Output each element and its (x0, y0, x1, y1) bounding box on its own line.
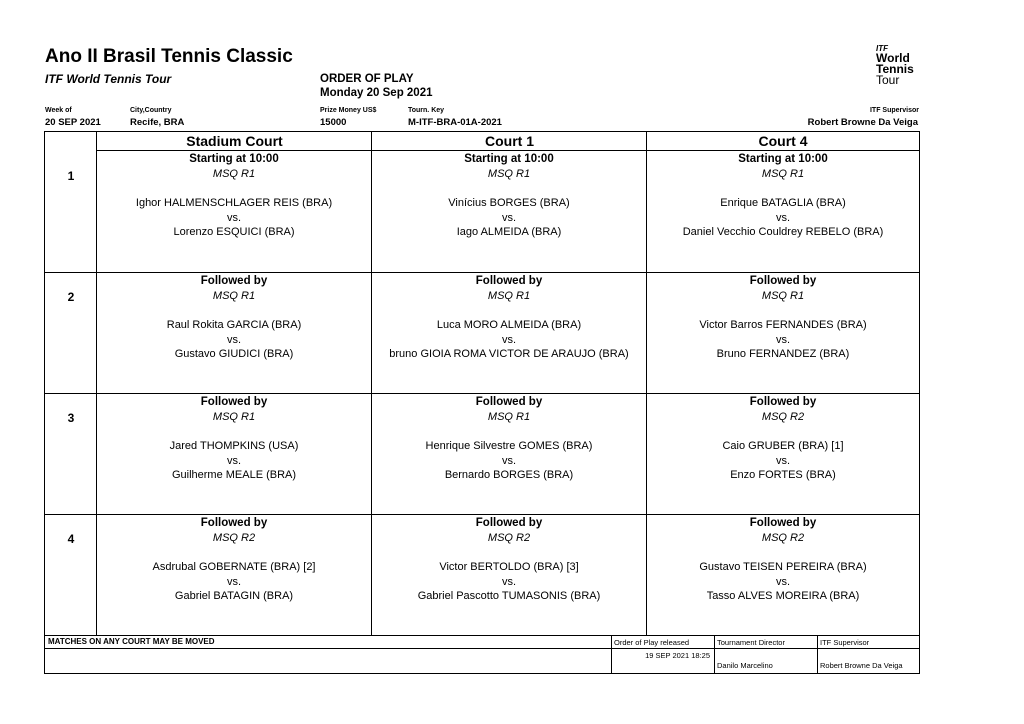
player-1: Luca MORO ALMEIDA (BRA) (436, 319, 582, 331)
week-value: 20 SEP 2021 (45, 117, 101, 128)
match-cell (647, 152, 919, 240)
match-start: Starting at 10:00 (189, 153, 279, 165)
itf-world-tennis-tour-logo (876, 44, 924, 86)
footer-supervisor-label: ITF Supervisor (820, 638, 870, 647)
versus: vs. (226, 454, 242, 467)
match-start: Followed by (200, 275, 268, 287)
player-1: Enrique BATAGLIA (BRA) (720, 197, 846, 209)
match-start: Followed by (475, 396, 543, 408)
itf-supervisor-label: ITF Supervisor (869, 107, 919, 114)
released-value: 19 SEP 2021 18:25 (645, 651, 710, 660)
match-cell (372, 395, 646, 483)
player-2: Lorenzo ESQUICI (BRA) (173, 226, 295, 238)
released-label: Order of Play released (614, 638, 690, 647)
court-header-stadium: Stadium Court (97, 132, 372, 151)
match-round: MSQ R1 (487, 410, 531, 423)
divider (45, 272, 919, 273)
match-round: MSQ R2 (761, 410, 805, 423)
court-header-court-4: Court 4 (647, 132, 919, 151)
versus: vs. (226, 211, 242, 224)
order-of-play-date: Monday 20 Sep 2021 (320, 87, 433, 99)
match-round: MSQ R1 (212, 167, 256, 180)
match-cell (647, 395, 919, 483)
match-round: MSQ R1 (212, 289, 256, 302)
order-of-play-label: ORDER OF PLAY (320, 73, 414, 85)
divider (714, 636, 715, 673)
player-2: Gabriel BATAGIN (BRA) (174, 590, 294, 602)
player-1: Asdrubal GOBERNATE (BRA) [2] (152, 561, 316, 573)
divider (45, 514, 919, 515)
versus: vs. (775, 454, 791, 467)
match-start: Followed by (475, 517, 543, 529)
match-cell (97, 152, 371, 240)
match-round: MSQ R1 (761, 167, 805, 180)
city-label: City,Country (130, 107, 172, 114)
match-start: Followed by (475, 275, 543, 287)
prize-money-label: Prize Money US$ (320, 107, 377, 114)
player-1: Jared THOMPKINS (USA) (169, 440, 299, 452)
itf-supervisor-value: Robert Browne Da Veiga (807, 117, 918, 128)
player-1: Victor BERTOLDO (BRA) [3] (439, 561, 579, 573)
match-cell (97, 395, 371, 483)
match-cell (647, 274, 919, 362)
versus: vs. (501, 333, 517, 346)
order-of-play-heading (320, 72, 433, 100)
versus: vs. (775, 575, 791, 588)
player-1: Vinícius BORGES (BRA) (448, 197, 570, 209)
divider (45, 393, 919, 394)
prize-money-value: 15000 (320, 117, 347, 128)
logo-itf-text: ITF (876, 44, 888, 53)
row-number: 2 (67, 290, 75, 304)
match-round: MSQ R1 (487, 289, 531, 302)
match-round: MSQ R2 (761, 531, 805, 544)
versus: vs. (226, 333, 242, 346)
divider (45, 648, 919, 649)
footer-supervisor-value: Robert Browne Da Veiga (820, 661, 903, 670)
match-round: MSQ R1 (761, 289, 805, 302)
divider (817, 636, 818, 673)
match-start: Starting at 10:00 (738, 153, 828, 165)
player-1: Henrique Silvestre GOMES (BRA) (425, 440, 593, 452)
versus: vs. (501, 454, 517, 467)
match-cell (372, 516, 646, 604)
match-start: Starting at 10:00 (464, 153, 554, 165)
tournament-key-value: M-ITF-BRA-01A-2021 (408, 117, 502, 128)
versus: vs. (775, 211, 791, 224)
match-cell (372, 152, 646, 240)
player-2: Iago ALMEIDA (BRA) (456, 226, 562, 238)
match-round: MSQ R2 (487, 531, 531, 544)
match-round: MSQ R2 (212, 531, 256, 544)
player-2: Daniel Vecchio Couldrey REBELO (BRA) (682, 226, 884, 238)
tour-name: ITF World Tennis Tour (45, 72, 172, 86)
match-cell (647, 516, 919, 604)
versus: vs. (226, 575, 242, 588)
divider (611, 636, 612, 673)
match-start: Followed by (749, 517, 817, 529)
row-number: 4 (67, 532, 75, 546)
player-1: Raul Rokita GARCIA (BRA) (166, 319, 302, 331)
tournament-key-label: Tourn. Key (408, 107, 445, 114)
player-2: Gabriel Pascotto TUMASONIS (BRA) (417, 590, 601, 602)
logo-line-world: World (876, 51, 910, 65)
week-label: Week of (45, 107, 72, 114)
match-start: Followed by (200, 396, 268, 408)
match-cell (97, 516, 371, 604)
player-2: Bernardo BORGES (BRA) (444, 469, 574, 481)
tournament-title: Ano II Brasil Tennis Classic (45, 46, 293, 67)
match-cell (97, 274, 371, 362)
matches-may-be-moved-notice: MATCHES ON ANY COURT MAY BE MOVED (48, 637, 215, 646)
player-1: Gustavo TEISEN PEREIRA (BRA) (699, 561, 867, 573)
player-1: Caio GRUBER (BRA) [1] (722, 440, 844, 452)
match-cell (372, 274, 646, 362)
row-number: 3 (67, 411, 75, 425)
match-round: MSQ R1 (212, 410, 256, 423)
match-start: Followed by (749, 396, 817, 408)
player-1: Ighor HALMENSCHLAGER REIS (BRA) (135, 197, 333, 209)
player-2: bruno GIOIA ROMA VICTOR DE ARAUJO (BRA) (389, 348, 629, 360)
row-number: 1 (67, 169, 75, 183)
player-2: Enzo FORTES (BRA) (730, 469, 836, 481)
match-start: Followed by (200, 517, 268, 529)
versus: vs. (775, 333, 791, 346)
city-value: Recife, BRA (130, 117, 185, 128)
order-of-play-footer (44, 635, 920, 674)
player-2: Bruno FERNANDEZ (BRA) (716, 348, 850, 360)
player-1: Victor Barros FERNANDES (BRA) (699, 319, 867, 331)
order-of-play-grid (44, 131, 920, 636)
player-2: Guilherme MEALE (BRA) (171, 469, 297, 481)
versus: vs. (501, 575, 517, 588)
player-2: Gustavo GIUDICI (BRA) (174, 348, 294, 360)
versus: vs. (501, 211, 517, 224)
tournament-director-label: Tournament Director (717, 638, 785, 647)
logo-line-tour: Tour (876, 73, 900, 87)
tournament-director-value: Danilo Marcelino (717, 661, 773, 670)
match-round: MSQ R1 (487, 167, 531, 180)
match-start: Followed by (749, 275, 817, 287)
court-header-court-1: Court 1 (372, 132, 647, 151)
player-2: Tasso ALVES MOREIRA (BRA) (706, 590, 860, 602)
logo-line-tennis: Tennis (876, 62, 914, 76)
